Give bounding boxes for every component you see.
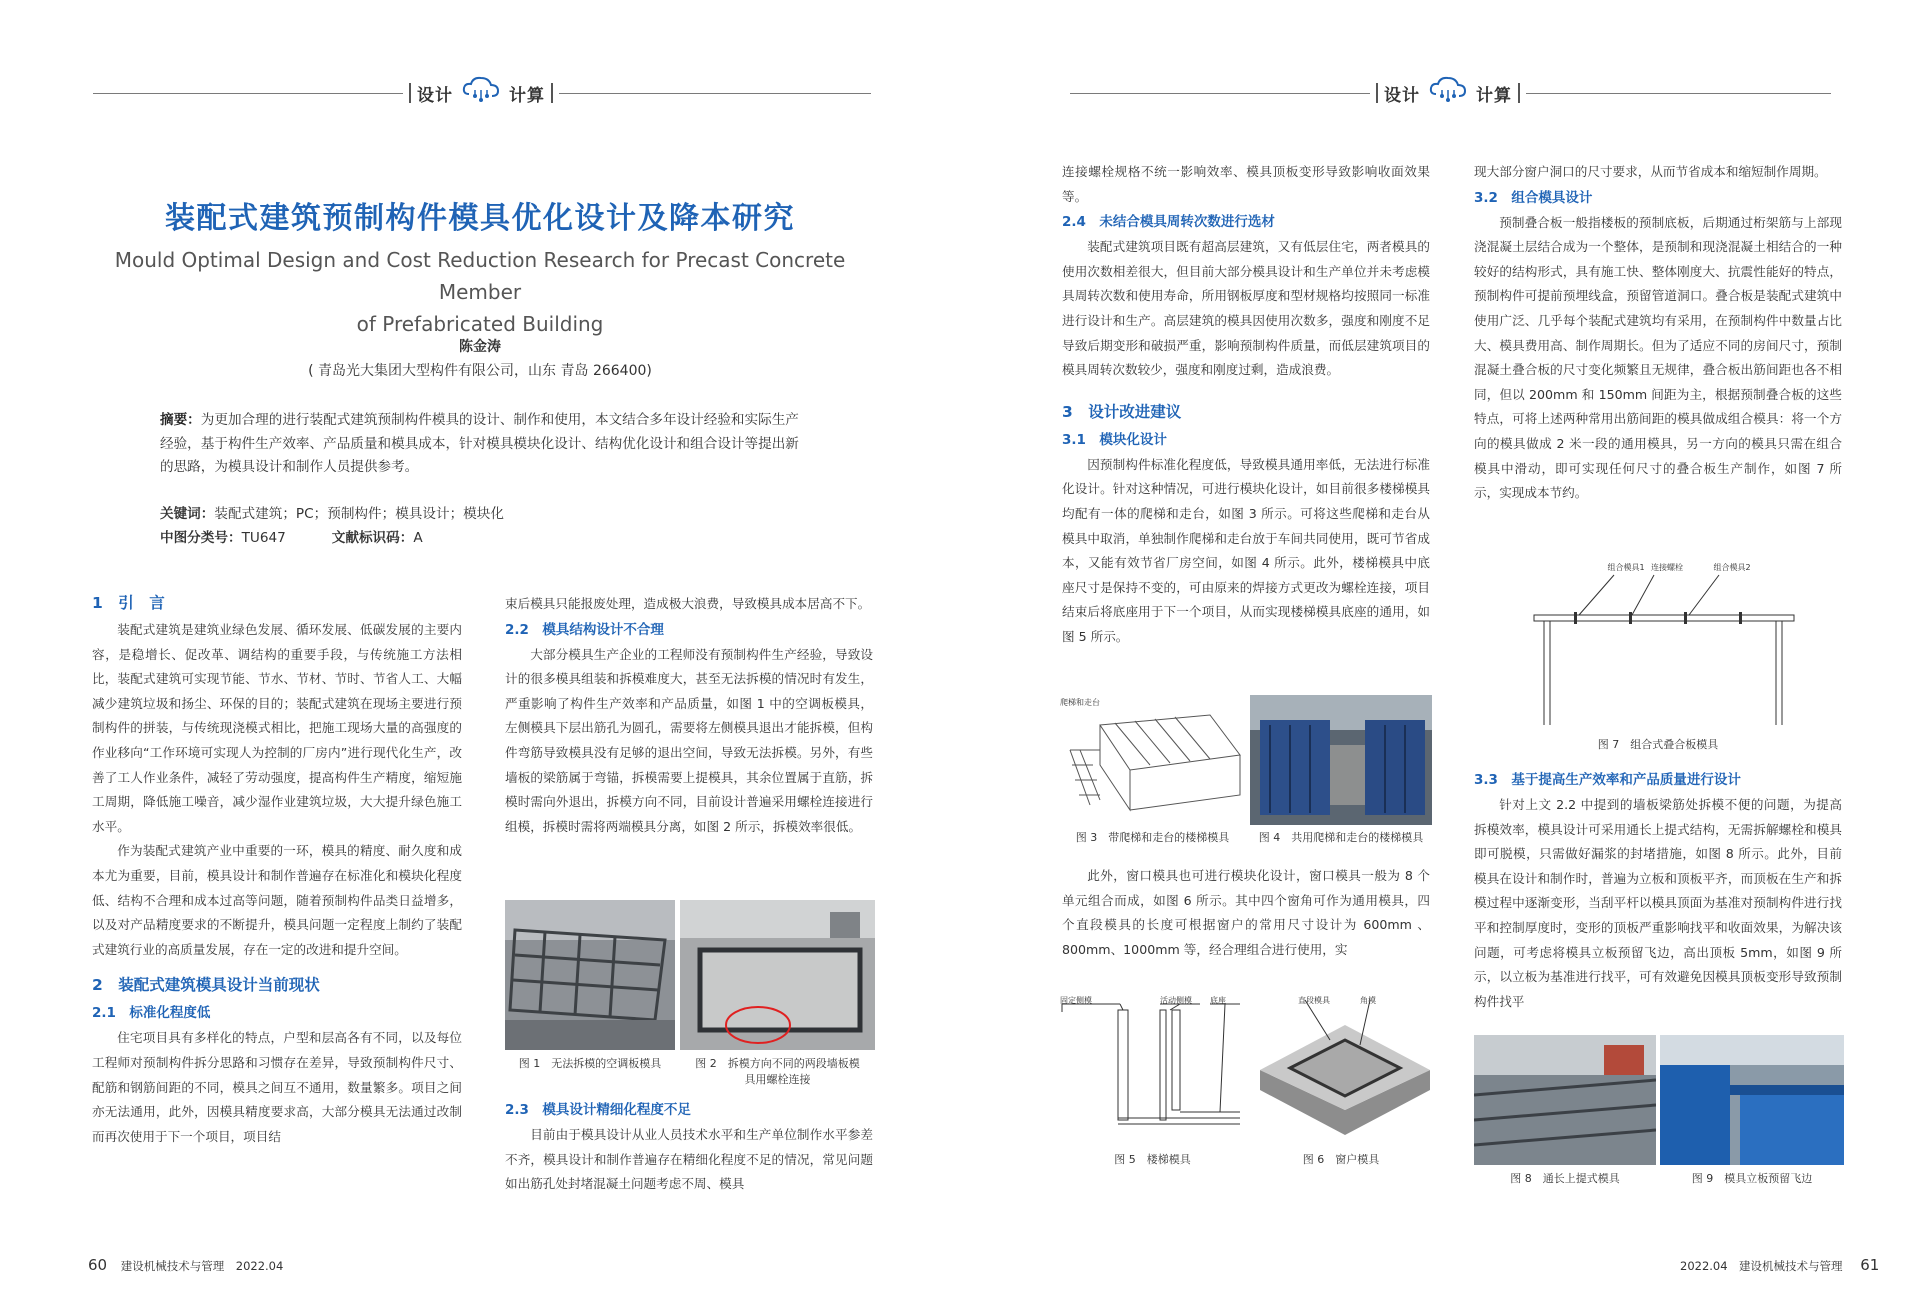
right-column-1-mid: [1062, 864, 1430, 962]
footer-journal: 2022.04 建设机械技术与管理: [1680, 1259, 1843, 1273]
figure-2-image: [680, 900, 875, 1050]
header-word-design: 设计: [1384, 85, 1420, 106]
clc-text: TU647: [241, 529, 286, 546]
section-heading-3: 3 设计改进建议: [1062, 402, 1182, 421]
figure-2-caption-line2: 具用螺栓连接: [744, 1073, 811, 1086]
figure-5-caption: 图 5 楼梯模具: [1114, 1153, 1191, 1166]
figure-5-image: [1060, 990, 1245, 1150]
figure-6-caption: 图 6 窗户模具: [1302, 1153, 1380, 1166]
figure-8-9: [1474, 1035, 1844, 1195]
figure-7: [1474, 555, 1842, 755]
figure-7-image: [1514, 555, 1814, 735]
figure-1-caption: 图 1 无法拆模的空调板模具: [518, 1057, 662, 1070]
figure-4-image: [1250, 695, 1432, 825]
paragraph: 束后模具只能报废处理，造成极大浪费，导致模具成本居高不下。: [505, 596, 871, 611]
figure-5-6: [1060, 990, 1432, 1170]
figure-1-2: [505, 900, 875, 1086]
figure-8-caption: 图 8 通长上提式模具: [1510, 1172, 1620, 1185]
author-affiliation: ( 青岛光大集团大型构件有限公司，山东 青岛 266400): [308, 363, 652, 379]
title-english: [80, 244, 880, 340]
figure-4-caption: 图 4 共用爬梯和走台的楼梯模具: [1258, 831, 1424, 844]
header-left: [93, 80, 871, 106]
figure-8-image: [1474, 1035, 1656, 1165]
figure-5-label-fixed: 固定侧模: [1060, 996, 1092, 1005]
section-heading-2: 2 装配式建筑模具设计当前现状: [92, 976, 320, 995]
right-column-2-bottom: [1474, 767, 1842, 1014]
footer-left: [88, 1256, 283, 1274]
figure-7-label-mold2: 组合模具2: [1713, 563, 1751, 572]
abstract-text: 为更加合理的进行装配式建筑预制构件模具的设计、制作和使用，本文结合多年设计经验和实际生产经验，基于构件生产效率、产品质量和模具成本，针对模具模块化设计、结构优化设计和组合设计等提出新的思路，为模具设计和制作人员提供参考。: [160, 412, 799, 475]
subsection-heading-2-3: 2.3 模具设计精细化程度不足: [505, 1102, 691, 1118]
figure-9-image: [1660, 1035, 1844, 1165]
author-name: 陈金涛: [459, 339, 501, 355]
cloud-logo-icon: [461, 74, 501, 104]
figure-5-label-moving: 活动侧模: [1160, 996, 1192, 1005]
paragraph: 装配式建筑项目既有超高层建筑，又有低层住宅，两者模具的使用次数相差很大，但目前大部分模具设计和生产单位并未考虑模具周转次数和使用寿命，所用钢板厚度和型材规格均按照同一标准进行设计和生产。高层建筑的模具因使用次数多，强度和刚度不足导致后期变形和破损严重，影响预制构件质量，而低层建筑项目的模具周转次数较少，强度和刚度过剩，造成浪费。: [1062, 239, 1430, 378]
keywords-text: 装配式建筑；PC；预制构件；模具设计；模块化: [214, 506, 504, 522]
abstract-label: 摘要：: [160, 412, 201, 428]
header-word-calc: 计算: [509, 85, 545, 106]
subsection-heading-2-4: 2.4 未结合模具周转次数进行选材: [1062, 214, 1275, 231]
doc-code-label: 文献标识码：: [331, 529, 414, 546]
title-english-line1: Mould Optimal Design and Cost Reduction Research for Precast Concrete Member: [114, 248, 846, 304]
header-rule: [1526, 93, 1831, 94]
left-column-2: [505, 592, 873, 839]
paragraph: 针对上文 2.2 中提到的墙板梁筋处拆模不便的问题，为提高拆模效率，模具设计可采用通长上提式结构，无需拆解螺栓和模具即可脱模，只需做好漏浆的封堵措施，如图 8 所示。此外，目前模具在设计和制作时，普遍为立板和顶板平齐，而顶板在生产和拆模过程中逐渐变形，当刮平杆以模具顶面为基准对预制构件进行找平和控制厚度时，变形的顶板严重影响找平和收面效果，为解决该问题，可考虑将模具立板预留飞边，高出顶板 5mm，如图 9 所示，以立板为基准进行找平，可有效避免因模具顶板变形导致预制构件找平: [1474, 797, 1842, 1009]
figure-5-label-base: 底座: [1210, 996, 1226, 1005]
header-bar: [551, 83, 553, 103]
header-rule: [559, 93, 871, 94]
figure-6-image: [1250, 990, 1432, 1150]
header-word-calc: 计算: [1476, 85, 1512, 106]
subsection-heading-3-1: 3.1 模块化设计: [1062, 431, 1167, 448]
doc-code-text: A: [413, 529, 423, 546]
figure-2-caption-line1: 图 2 拆模方向不同的两段墙板模: [695, 1057, 860, 1070]
left-column-1: [92, 588, 462, 1149]
figure-3-4: [1060, 695, 1432, 875]
figure-7-caption: 图 7 组合式叠合板模具: [1597, 738, 1719, 751]
subsection-heading-3-3: 3.3 基于提高生产效率和产品质量进行设计: [1474, 772, 1741, 788]
abstract: [160, 409, 810, 480]
subsection-heading-2-1: 2.1 标准化程度低: [92, 1005, 211, 1022]
figure-3-label: 爬梯和走台: [1060, 698, 1100, 707]
header-bar: [1518, 83, 1520, 103]
figure-1-image: [505, 900, 675, 1050]
figure-6-label-corner: 角模: [1360, 996, 1376, 1005]
paragraph: 目前由于模具设计从业人员技术水平和生产单位制作水平参差不齐，模具设计和制作普遍存在精细化程度不足的情况，常见问题如出筋孔处封堵混凝土问题考虑不周、模具: [505, 1127, 873, 1192]
subsection-heading-2-2: 2.2 模具结构设计不合理: [505, 621, 664, 638]
clc-label: 中图分类号：: [160, 529, 242, 546]
keywords-label: 关键词：: [160, 506, 215, 522]
paragraph: 大部分模具生产企业的工程师没有预制构件生产经验，导致设计的很多模具组装和拆模难度大，甚至无法拆模的情况时有发生，严重影响了构件生产效率和产品质量，如图 1 中的空调板模具，左侧模具下层出筋孔为圆孔，需要将左侧模具退出才能拆模，但构件弯筋导致模具没有足够的退出空间，导致无法拆模。另外，有些墙板的梁筋属于弯锚，拆模需要上提模具，其余位置属于直筋，拆模时需向外退出，拆模方向不同，目前设计普遍采用螺栓连接进行组模，拆模时需将两端模具分离，如图 2 所示，拆模效率很低。: [505, 646, 873, 834]
figure-9-caption: 图 9 模具立板预留飞边: [1691, 1172, 1813, 1185]
page-number: 61: [1860, 1256, 1880, 1274]
cloud-logo-icon: [1428, 74, 1468, 104]
paragraph: 连接螺栓规格不统一影响效率、模具顶板变形导致影响收面效果等。: [1062, 164, 1430, 204]
paragraph: 因预制构件标准化程度低，导致模具通用率低，无法进行标准化设计。针对这种情况，可进行模块化设计，如目前很多楼梯模具均配有一体的爬梯和走台，如图 3 所示。可将这些爬梯和走台从模具中取消，单独制作爬梯和走台放于车间共同使用，既可节省成本，又能有效节省厂房空间，如图 4 所示。此外，楼梯模具中底座尺寸是保持不变的，可由原来的焊接方式更改为螺栓连接，项目结束后将底座用于下一个项目，从而实现楼梯模具底座的通用，如图 5 所示。: [1062, 456, 1430, 644]
right-column-1: [1062, 160, 1430, 650]
footer-right: [1680, 1256, 1879, 1274]
header-bar: [1376, 83, 1378, 103]
paragraph: 住宅项目具有多样化的特点，户型和层高各有不同，以及每位工程师对预制构件拆分思路和习惯存在差异，导致预制构件尺寸、配筋和钢筋间距的不同，模具之间互不通用，数量繁多。项目之间亦无法通用，此外，因模具精度要求高，大部分模具无法通过改制而再次使用于下一个项目，项目结: [92, 1030, 462, 1144]
figure-2-caption: [680, 1056, 875, 1088]
paragraph: 装配式建筑是建筑业绿色发展、循环发展、低碳发展的主要内容，是稳增长、促改革、调结构的重要手段，与传统施工方法相比，装配式建筑可实现节能、节水、节材、节时、节省人工、大幅减少建筑垃圾和扬尘、环保的目的；装配式建筑在现场主要进行预制构件的拼装，与传统现浇模式相比，把施工现场大量的高强度的作业移向“工作环境可实现人为控制的厂房内”进行现代化生产，改善了工人作业条件，减轻了劳动强度，提高构件生产精度，缩短施工周期，降低施工噪音，减少湿作业建筑垃圾，大大提升绿色施工水平。: [92, 622, 462, 834]
title-chinese: 装配式建筑预制构件模具优化设计及降本研究: [165, 201, 795, 236]
paragraph: 预制叠合板一般指楼板的预制底板，后期通过桁架筋与上部现浇混凝土层结合成为一个整体，是预制和现浇混凝土相结合的一种较好的结构形式，具有施工快、整体刚度大、抗震性能好的特点，预制构件可提前预埋线盒，预留管道洞口。叠合板是装配式建筑中使用广泛、几乎每个装配式建筑均有采用，在预制构件中数量占比大、模具费用高、制作周期长。但为了适应不同的房间尺寸，预制混凝土叠合板的尺寸变化频繁且无规律，叠合板出筋间距也各不相同，但以 200mm 和 150mm 间距为主，根据预制叠合板的这些特点，可将上述两种常用出筋间距的模具做成组合模具：将一个方向的模具做成 2 米一段的通用模具，另一方向的模具只需在组合模具中滑动，即可实现任何尺寸的叠合板生产制作，如图 7 所示，实现成本节约。: [1474, 214, 1842, 501]
right-page: [960, 0, 1920, 1303]
paragraph: 现大部分窗户洞口的尺寸要求，从而节省成本和缩短制作周期。: [1474, 164, 1827, 179]
header-rule: [93, 93, 403, 94]
section-heading-1: 1 引 言: [92, 594, 165, 612]
header-bar: [409, 83, 411, 103]
figure-3-image: [1060, 695, 1245, 825]
paragraph: 作为装配式建筑产业中重要的一环，模具的精度、耐久度和成本尤为重要，目前，模具设计和制作普遍存在标准化和模块化程度低、结构不合理和成本过高等问题，随着预制构件品类日益增多，以及对产品精度要求的不断提升，模具问题一定程度上制约了装配式建筑行业的高质量发展，存在一定的改进和提升空间。: [92, 843, 462, 957]
right-column-2: [1474, 160, 1842, 506]
figure-3-caption: 图 3 带爬梯和走台的楼梯模具: [1075, 831, 1230, 844]
page-number: 60: [88, 1256, 108, 1274]
header-right: [1070, 80, 1831, 106]
subsection-heading-3-2: 3.2 组合模具设计: [1474, 189, 1593, 206]
left-column-2-bottom: [505, 1097, 873, 1197]
paragraph: 此外，窗口模具也可进行模块化设计，窗口模具一般为 8 个单元组合而成，如图 6 所示。其中四个窗角可作为通用模具，四个直段模具的长度可根据窗户的常用尺寸设计为 600mm 、800mm、1000mm 等，经合理组合进行使用，实: [1062, 868, 1430, 957]
figure-6-label-straight: 直段模具: [1298, 996, 1330, 1005]
figure-7-label-mold1: 组合模具1: [1607, 563, 1645, 572]
keywords-block: [160, 503, 810, 550]
header-word-design: 设计: [417, 85, 453, 106]
title-english-line2: of Prefabricated Building: [356, 312, 604, 336]
footer-journal: 建设机械技术与管理 2022.04: [120, 1259, 284, 1273]
figure-7-label-bolt: 连接螺栓: [1651, 563, 1683, 572]
header-rule: [1070, 93, 1370, 94]
